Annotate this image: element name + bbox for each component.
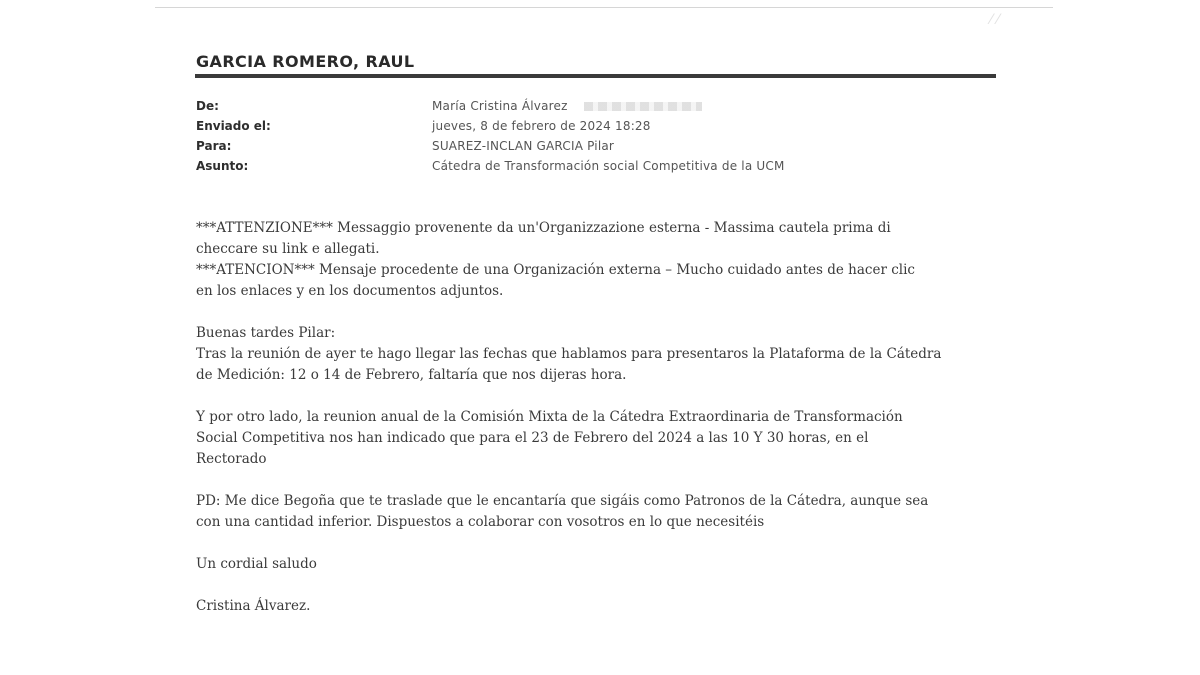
- warning-italian-line-1: ***ATTENZIONE*** Messaggio provenente da un'Organizzazione esterna - Massima cautela prima di: [196, 220, 891, 236]
- from-label: De:: [196, 99, 219, 113]
- from-row: [196, 96, 976, 116]
- email-body: [196, 218, 996, 617]
- paragraph-1-line-1: Tras la reunión de ayer te hago llegar las fechas que hablamos para presentaros la Plataforma de la Cátedra: [196, 346, 942, 362]
- to-row: [196, 136, 976, 156]
- warning-spanish-line-1: ***ATENCION*** Mensaje procedente de una Organización externa – Mucho cuidado antes de hacer clic: [196, 262, 915, 278]
- to-value: SUAREZ-INCLAN GARCIA Pilar: [432, 139, 615, 153]
- sent-label: Enviado el:: [196, 119, 271, 133]
- mailbox-owner-name: GARCIA ROMERO, RAUL: [196, 52, 415, 71]
- postscript-line-1: PD: Me dice Begoña que te traslade que le encantaría que sigáis como Patronos de la Cátedra, aunque sea: [196, 493, 929, 509]
- paragraph-2-line-2: Social Competitiva nos han indicado que para el 23 de Febrero del 2024 a las 10 Y 30 horas, en el: [196, 430, 869, 446]
- signature: Cristina Álvarez.: [196, 598, 311, 614]
- paragraph-2-line-1: Y por otro lado, la reunion anual de la Comisión Mixta de la Cátedra Extraordinaria de Transformación: [196, 409, 903, 425]
- greeting: Buenas tardes Pilar:: [196, 325, 336, 341]
- header-divider: [195, 74, 996, 78]
- paragraph-2-line-3: Rectorado: [196, 451, 267, 467]
- warning-spanish-line-2: en los enlaces y en los documentos adjuntos.: [196, 283, 504, 299]
- subject-value: Cátedra de Transformación social Competitiva de la UCM: [432, 159, 785, 173]
- closing: Un cordial saludo: [196, 556, 317, 572]
- postscript-line-2: con una cantidad inferior. Dispuestos a colaborar con vosotros en lo que necesitéis: [196, 514, 765, 530]
- scan-mark-icon: ⁄ ⁄: [990, 12, 1000, 28]
- redacted-email-address: [584, 102, 702, 111]
- paragraph-1-line-2: de Medición: 12 o 14 de Febrero, faltaría que nos dijeras hora.: [196, 367, 627, 383]
- subject-row: [196, 156, 976, 176]
- sent-row: [196, 116, 976, 136]
- email-metadata: [196, 96, 976, 176]
- to-label: Para:: [196, 139, 232, 153]
- top-divider: [155, 7, 1053, 8]
- sent-value: jueves, 8 de febrero de 2024 18:28: [432, 119, 651, 133]
- from-name: María Cristina Álvarez: [432, 99, 568, 113]
- from-value: [432, 96, 702, 116]
- subject-label: Asunto:: [196, 159, 249, 173]
- warning-italian-line-2: checcare su link e allegati.: [196, 241, 380, 257]
